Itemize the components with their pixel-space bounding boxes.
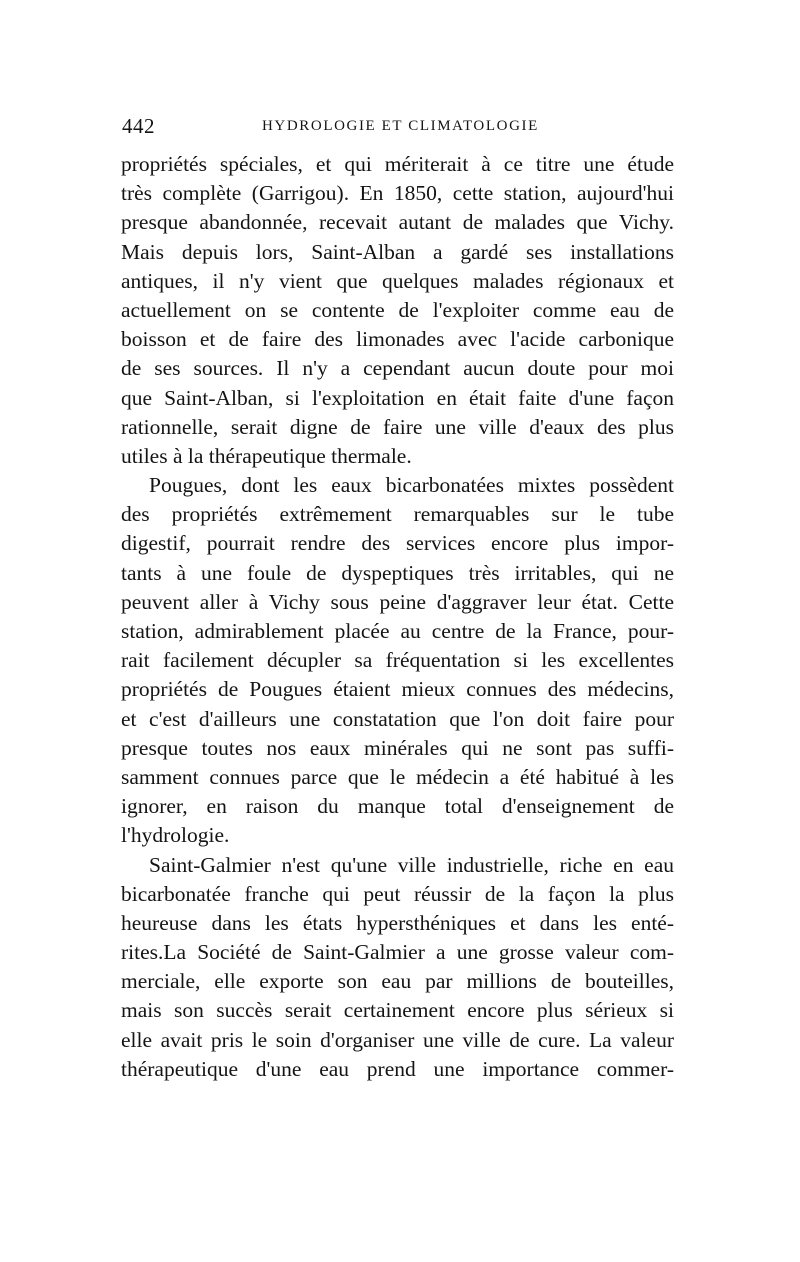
text-line: merciale, elle exporte son eau par millions de bouteilles, [121,969,674,994]
text-line: digestif, pourrait rendre des services encore plus impor- [121,531,674,556]
paragraph-saint-galmier [121,851,674,1085]
text-line: très complète (Garrigou). En 1850, cette station, aujourd'hui [121,181,674,206]
text-line: peuvent aller à Vichy sous peine d'aggraver leur état. Cette [121,589,674,614]
text-line: Pougues, dont les eaux bicarbonatées mixtes possèdent [149,473,674,498]
text-line: actuellement on se contente de l'exploiter comme eau de [121,297,674,322]
page-number: 442 [122,114,155,138]
text-line: propriétés spéciales, et qui mériterait à ce titre une étude [121,152,674,176]
paragraph-pougues [121,471,674,850]
text-line: l'hydrologie. [121,823,230,848]
text-line: rites.La Société de Saint-Galmier a une grosse valeur com- [121,940,674,965]
text-line: thérapeutique d'une eau prend une importance commer- [121,1056,674,1081]
text-line: et c'est d'ailleurs une constatation que l'on doit faire pour [121,706,674,731]
text-line: station, admirablement placée au centre de la France, pour- [121,619,674,643]
text-line: elle avait pris le soin d'organiser une ville de cure. La valeur [121,1027,674,1052]
text-line: ignorer, en raison du manque total d'enseignement de [121,794,674,819]
text-line: propriétés de Pougues étaient mieux connues des médecins, [121,677,674,702]
text-line: Mais depuis lors, Saint-Alban a gardé ses installations [121,239,674,264]
page-header [122,114,674,144]
text-line: utiles à la thérapeutique thermale. [121,443,412,468]
text-line: antiques, il n'y vient que quelques malades régionaux et [121,268,674,293]
text-line: boisson et de faire des limonades avec l'acide carbonique [121,327,674,352]
text-line: samment connues parce que le médecin a été habitué à les [121,764,674,789]
text-line: heureuse dans les états hypersthéniques et dans les enté- [121,910,674,935]
text-line: mais son succès serait certainement encore plus sérieux si [121,998,674,1023]
text-line: presque abandonnée, recevait autant de malades que Vichy. [121,210,674,235]
text-line: tants à une foule de dyspeptiques très irritables, qui ne [121,560,674,585]
paragraph-saint-alban [121,150,674,471]
text-line: rationnelle, serait digne de faire une ville d'eaux des plus [121,414,674,439]
running-title: HYDROLOGIE ET CLIMATOLOGIE [262,118,539,134]
text-line: Saint-Galmier n'est qu'une ville industrielle, riche en eau [149,852,674,877]
text-line: rait facilement décupler sa fréquentation si les excellentes [121,648,674,673]
text-line: de ses sources. Il n'y a cependant aucun doute pour moi [121,356,674,381]
text-line: des propriétés extrêmement remarquables sur le tube [121,502,674,527]
text-line: bicarbonatée franche qui peut réussir de la façon la plus [121,881,674,906]
body-text [121,150,674,1084]
text-line: presque toutes nos eaux minérales qui ne sont pas suffi- [121,735,674,760]
text-line: que Saint-Alban, si l'exploitation en était faite d'une façon [121,385,674,410]
